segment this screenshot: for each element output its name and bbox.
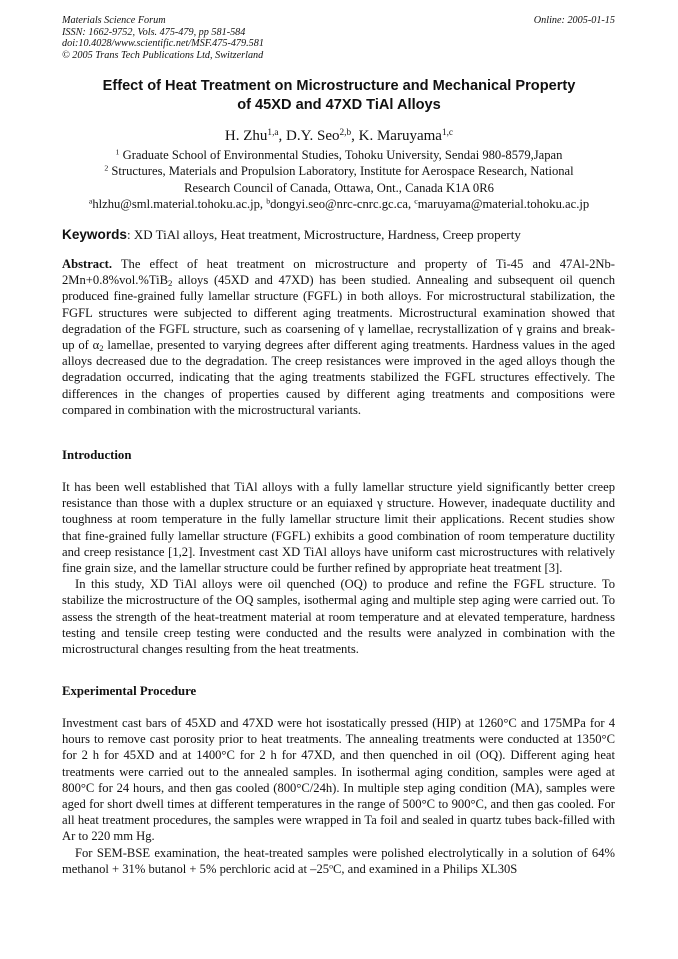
email-mark: a <box>88 196 93 206</box>
email-address[interactable]: dongyi.seo@nrc-cnrc.gc.ca, <box>270 197 412 212</box>
affiliation-2 <box>60 163 618 179</box>
affiliation-2-cont: Research Council of Canada, Ottawa, Ont., Canada K1A 0R6 <box>184 180 494 195</box>
abstract-label: Abstract. <box>62 257 113 271</box>
email-address[interactable]: maruyama@material.tohoku.ac.jp <box>417 197 590 212</box>
online-date: Online: 2005-01-15 <box>533 15 615 26</box>
keywords-label: Keywords <box>62 227 127 242</box>
experimental-text: For SEM-BSE examination, the heat-treated samples were polished electrolytically in a solution of 64% methanol + 31% butanol + 5% perchloric acid at –25 <box>62 845 615 876</box>
subscript: 2 <box>168 278 173 289</box>
email-line <box>60 196 618 212</box>
journal-header <box>62 15 264 61</box>
abstract-text: alloys (45XD and 47XD) has been studied. Annealing and subsequent oil quench produced fine-grained fully lamellar structure (FGFL) in both alloys. For microstructural stabilization, the FGFL structures were subjected to different aging treatments. Microstructural examination showed that degradation of the FGFL structure, such as coarsening of γ lamellae, recrystallization of γ grains and break-up of α <box>62 273 615 353</box>
experimental-body <box>62 715 615 877</box>
introduction-body <box>62 479 615 657</box>
email-mark: b <box>266 196 271 206</box>
email-address[interactable]: hlzhu@sml.material.tohoku.ac.jp, <box>92 197 264 212</box>
degree-mark: o <box>329 861 333 871</box>
author-list <box>60 127 618 146</box>
affiliation-text: Structures, Materials and Propulsion Laboratory, Institute for Aerospace Research, National <box>111 164 574 179</box>
subscript: 2 <box>99 343 104 354</box>
experimental-text: C, and examined in a Philips XL30S <box>332 861 518 876</box>
issn-line: ISSN: 1662-9752, Vols. 475-479, pp 581-584 <box>62 26 246 38</box>
affiliation-mark: 1 <box>115 147 120 157</box>
affiliation-text: Graduate School of Environmental Studies, Tohoku University, Sendai 980-8579,Japan <box>122 148 563 162</box>
affiliation-mark: 2 <box>104 164 109 174</box>
paper-title <box>60 77 618 115</box>
author-affil-mark: 2,b <box>339 127 352 138</box>
introduction-paragraph-2: In this study, XD TiAl alloys were oil quenched (OQ) to produce and refine the FGFL structure. To stabilize the microstructure of the OQ samples, isothermal aging and multiple step aging were carried out. To assess the strength of the heat-treatment material at room temperature and at elevated temperature, hardness testing and tensile creep testing were conducted and the results were analyzed in combination with the microstructural changes resulting from the heat treatments. <box>62 577 615 657</box>
author-affil-mark: 1,a <box>267 127 279 138</box>
experimental-paragraph-1: Investment cast bars of 45XD and 47XD were hot isostatically pressed (HIP) at 1260°C and 175MPa for 4 hours to remove cast porosity prior to heat treatments. The annealing treatments were conducted at 1350°C for 2 h for 45XD and at 1400°C for 2 h for 47XD, and then quenched in oil (OQ). Different aging heat treatments were carried out to the annealed samples. In isothermal aging condition, samples were aged at 800°C for 24 hours, and then gas cooled (800°C/24h). In multiple step aging condition (MA), samples were aged for short dwell times at different temperatures in the range of 500°C to 900°C, and then gas cooled. For all heat treatment procedures, the samples were wrapped in Ta foil and sealed in quartz tubes back-filled with Ar to 220 mm Hg. <box>62 716 615 844</box>
doi-line: doi:10.4028/www.scientific.net/MSF.475-479.581 <box>62 38 264 50</box>
author-affil-mark: 1,c <box>441 127 454 138</box>
email-mark: c <box>414 196 418 206</box>
title-line-2: of 45XD and 47XD TiAl Alloys <box>237 97 441 113</box>
author-name: , K. Maruyama <box>351 128 442 144</box>
journal-name: Materials Science Forum <box>62 15 166 26</box>
abstract-text: The effect of heat treatment on microstructure and property of Ti-45 and 47Al-2Nb-2Mn+0.8%vol.%TiB <box>62 257 615 288</box>
affiliation-1 <box>60 147 618 163</box>
experimental-heading: Experimental Procedure <box>62 684 197 698</box>
introduction-heading: Introduction <box>62 448 132 462</box>
author-name: , D.Y. Seo <box>278 128 340 144</box>
keywords-line <box>62 226 615 243</box>
abstract-paragraph <box>62 256 615 418</box>
introduction-paragraph-1: It has been well established that TiAl alloys with a fully lamellar structure yield significantly better creep resistance than those with a duplex structure or an equiaxed γ structure. However, inadequate ductility and toughness at room temperature in the fully lamellar structure limit their applications. Recent studies show that fine-grained fully lamellar structure (FGFL) exhibits a good combination of room temperature ductility and creep resistance [1,2]. Investment cast XD TiAl alloys have uniform cast microstructures with relatively fine grain size, and the lamellar structure could be further refined by appropriate heat treatment [3]. <box>62 480 615 576</box>
abstract-text: lamellae, presented to varying degrees after different aging treatments. Hardness values in the aged alloys decreased due to the degradation. The creep resistances were improved in the aged alloys though the degradation occurred, indicating that the aging treatments stabilized the FGFL structures effectively. The differences in the changes of properties caused by different aging treatments and compositions were compared in combination with the microstructural variants. <box>62 338 615 417</box>
experimental-paragraph-2 <box>62 845 615 877</box>
author-name: H. Zhu <box>224 128 268 144</box>
copyright-line: © 2005 Trans Tech Publications Ltd, Switzerland <box>62 49 264 61</box>
affiliations <box>60 147 618 213</box>
keywords-text: : XD TiAl alloys, Heat treatment, Microstructure, Hardness, Creep property <box>126 227 521 242</box>
title-line-1: Effect of Heat Treatment on Microstructure and Mechanical Property <box>102 78 576 94</box>
abstract <box>62 256 615 418</box>
